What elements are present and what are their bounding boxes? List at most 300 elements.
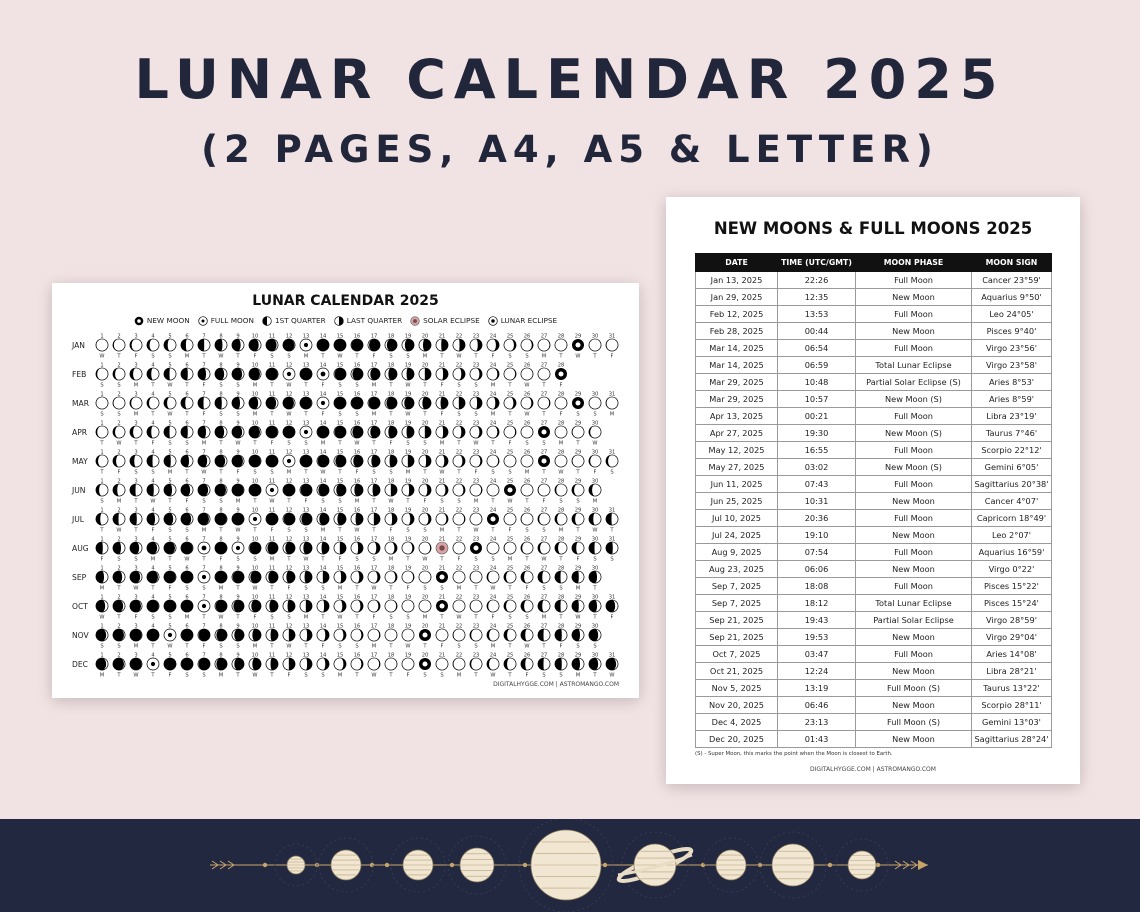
weekday-letter: W xyxy=(337,614,343,621)
day-number: 12 xyxy=(285,594,293,601)
day-number: 14 xyxy=(319,333,327,340)
weekday-letter: F xyxy=(338,556,342,563)
moon-day xyxy=(402,629,414,641)
day-number: 5 xyxy=(168,652,172,659)
weekday-letter: T xyxy=(372,527,376,534)
weekday-letter: F xyxy=(151,440,155,447)
moon-day xyxy=(215,571,227,583)
moon-day xyxy=(249,658,261,670)
day-number: 24 xyxy=(489,333,497,340)
day-number: 10 xyxy=(251,594,259,601)
table-cell: Sep 21, 2025 xyxy=(696,612,778,629)
moon-day xyxy=(283,484,295,496)
table-row xyxy=(696,306,1052,323)
moon-day xyxy=(606,455,618,467)
moon-day xyxy=(504,339,516,351)
weekday-letter: S xyxy=(440,498,444,505)
weekday-letter: S xyxy=(117,643,121,650)
weekday-letter: T xyxy=(151,672,155,679)
weekday-letter: M xyxy=(133,643,139,650)
day-number: 4 xyxy=(151,652,155,659)
day-number: 28 xyxy=(557,507,565,514)
weekday-letter: S xyxy=(457,382,461,389)
weekday-letter: S xyxy=(168,614,172,621)
table-cell: 13:53 xyxy=(778,306,856,323)
day-number: 14 xyxy=(319,594,327,601)
day-number: 3 xyxy=(134,420,138,427)
moon-day xyxy=(164,600,176,612)
table-row xyxy=(696,459,1052,476)
table-cell: Full Moon xyxy=(856,306,972,323)
weekday-letter: T xyxy=(389,672,393,679)
day-number: 23 xyxy=(472,362,480,369)
weekday-letter: S xyxy=(457,498,461,505)
moon-day xyxy=(215,542,227,554)
weekday-letter: F xyxy=(168,585,172,592)
day-number: 26 xyxy=(523,391,531,398)
table-cell: Dec 4, 2025 xyxy=(696,714,778,731)
moon-day xyxy=(334,339,346,351)
weekday-letter: M xyxy=(133,382,139,389)
day-number: 5 xyxy=(168,333,172,340)
moon-day xyxy=(215,600,227,612)
star-dot xyxy=(523,863,527,867)
day-number: 21 xyxy=(438,391,446,398)
moon-day xyxy=(572,397,584,409)
day-number: 18 xyxy=(387,362,395,369)
weekday-letter: T xyxy=(270,672,274,679)
weekday-letter: W xyxy=(252,672,258,679)
moon-day xyxy=(351,368,363,380)
moon-day xyxy=(402,339,414,351)
table-cell: Full Moon xyxy=(856,510,972,527)
table-cell: Nov 20, 2025 xyxy=(696,697,778,714)
weekday-letter: T xyxy=(423,411,427,418)
day-number: 2 xyxy=(117,362,121,369)
table-cell: 07:54 xyxy=(778,544,856,561)
day-number: 11 xyxy=(268,362,276,369)
table-row xyxy=(696,527,1052,544)
day-number: 20 xyxy=(421,362,429,369)
moon-day xyxy=(555,397,567,409)
moon-day xyxy=(402,571,414,583)
moon-day xyxy=(487,600,499,612)
table-cell: 13:19 xyxy=(778,680,856,697)
day-number: 3 xyxy=(134,391,138,398)
weekday-letter: T xyxy=(508,382,512,389)
month-label: FEB xyxy=(72,370,87,379)
table-cell: Aquarius 9°50' xyxy=(972,289,1052,306)
moon-day xyxy=(334,513,346,525)
weekday-letter: T xyxy=(355,672,359,679)
moon-day xyxy=(232,484,244,496)
weekday-letter: T xyxy=(219,527,223,534)
day-number: 13 xyxy=(302,536,310,543)
day-number: 11 xyxy=(268,507,276,514)
day-number: 8 xyxy=(219,478,223,485)
day-number: 28 xyxy=(557,420,565,427)
moon-day xyxy=(351,513,363,525)
weekday-letter: W xyxy=(116,440,122,447)
table-cell: 16:55 xyxy=(778,442,856,459)
day-number: 16 xyxy=(353,333,361,340)
day-number: 8 xyxy=(219,362,223,369)
day-number: 7 xyxy=(202,420,206,427)
moon-day xyxy=(504,368,516,380)
weekday-letter: W xyxy=(235,527,241,534)
moon-day xyxy=(232,629,244,641)
table-cell: Full Moon xyxy=(856,544,972,561)
weekday-letter: T xyxy=(593,353,597,360)
weekday-letter: W xyxy=(167,643,173,650)
day-number: 31 xyxy=(608,449,616,456)
moon-day xyxy=(453,571,465,583)
weekday-letter: M xyxy=(490,382,496,389)
moon-day xyxy=(470,542,482,554)
moon-day xyxy=(164,513,176,525)
weekday-letter: F xyxy=(559,411,563,418)
day-number: 18 xyxy=(387,333,395,340)
moon-day xyxy=(436,484,448,496)
table-cell: New Moon xyxy=(856,629,972,646)
day-number: 31 xyxy=(608,652,616,659)
weekday-letter: S xyxy=(372,469,376,476)
day-number: 11 xyxy=(268,652,276,659)
moon-day xyxy=(521,600,533,612)
day-number: 30 xyxy=(591,536,599,543)
moon-day xyxy=(487,339,499,351)
moon-day xyxy=(351,426,363,438)
day-number: 29 xyxy=(574,478,582,485)
table-cell: Partial Solar Eclipse (S) xyxy=(856,374,972,391)
table-cell: New Moon xyxy=(856,527,972,544)
day-number: 27 xyxy=(540,507,548,514)
day-number: 16 xyxy=(353,652,361,659)
weekday-letter: F xyxy=(321,382,325,389)
table-cell: New Moon xyxy=(856,731,972,748)
day-number: 15 xyxy=(336,594,344,601)
day-number: 3 xyxy=(134,478,138,485)
weekday-letter: F xyxy=(202,411,206,418)
weekday-letter: M xyxy=(422,353,428,360)
weekday-letter: T xyxy=(253,440,257,447)
day-number: 1 xyxy=(100,507,104,514)
moon-day xyxy=(164,426,176,438)
day-number: 28 xyxy=(557,449,565,456)
weekday-letter: S xyxy=(474,411,478,418)
weekday-letter: T xyxy=(219,440,223,447)
weekday-letter: T xyxy=(610,527,614,534)
day-number: 8 xyxy=(219,623,223,630)
weekday-letter: S xyxy=(236,556,240,563)
weekday-letter: S xyxy=(559,498,563,505)
moon-day xyxy=(232,542,244,554)
table-cell: Full Moon xyxy=(856,408,972,425)
weekday-letter: S xyxy=(202,585,206,592)
weekday-letter: W xyxy=(201,469,207,476)
day-number: 10 xyxy=(251,565,259,572)
day-number: 6 xyxy=(185,507,189,514)
day-number: 10 xyxy=(251,391,259,398)
weekday-letter: S xyxy=(491,469,495,476)
weekday-letter: M xyxy=(303,353,309,360)
moon-day xyxy=(453,455,465,467)
weekday-letter: W xyxy=(592,440,598,447)
month-label: JUL xyxy=(72,515,85,524)
weekday-letter: S xyxy=(406,527,410,534)
day-number: 14 xyxy=(319,391,327,398)
moon-day xyxy=(351,339,363,351)
day-number: 21 xyxy=(438,420,446,427)
day-number: 9 xyxy=(236,362,240,369)
table-row xyxy=(696,544,1052,561)
moon-day xyxy=(368,513,380,525)
planets-illustration xyxy=(0,819,1140,912)
moon-day xyxy=(113,368,125,380)
day-number: 20 xyxy=(421,333,429,340)
moon-day xyxy=(504,513,516,525)
moon-day xyxy=(487,368,499,380)
weekday-letter: F xyxy=(508,527,512,534)
weekday-letter: S xyxy=(610,469,614,476)
moon-day xyxy=(572,339,584,351)
day-number: 9 xyxy=(236,536,240,543)
day-number: 17 xyxy=(370,652,378,659)
weekday-letter: F xyxy=(542,498,546,505)
day-number: 7 xyxy=(202,362,206,369)
moon-day xyxy=(470,571,482,583)
weekday-letter: T xyxy=(423,382,427,389)
day-number: 24 xyxy=(489,623,497,630)
day-number: 16 xyxy=(353,420,361,427)
moon-day xyxy=(300,513,312,525)
weekday-letter: T xyxy=(185,643,189,650)
moon-day xyxy=(521,455,533,467)
weekday-letter: T xyxy=(423,469,427,476)
day-number: 28 xyxy=(557,391,565,398)
day-number: 15 xyxy=(336,391,344,398)
day-number: 25 xyxy=(506,536,514,543)
table-cell: 06:59 xyxy=(778,357,856,374)
day-number: 9 xyxy=(236,565,240,572)
moon-day xyxy=(147,571,159,583)
table-cell: 12:35 xyxy=(778,289,856,306)
lunar-calendar-page xyxy=(52,283,639,698)
weekday-letter: T xyxy=(440,556,444,563)
day-number: 17 xyxy=(370,420,378,427)
day-number: 11 xyxy=(268,536,276,543)
day-number: 19 xyxy=(404,478,412,485)
day-number: 22 xyxy=(455,391,463,398)
day-number: 21 xyxy=(438,594,446,601)
moon-day xyxy=(572,600,584,612)
day-number: 19 xyxy=(404,507,412,514)
moon-day xyxy=(198,426,210,438)
day-number: 2 xyxy=(117,507,121,514)
weekday-letter: S xyxy=(559,672,563,679)
moon-day xyxy=(215,629,227,641)
moon-day xyxy=(521,513,533,525)
weekday-letter: S xyxy=(321,672,325,679)
day-number: 9 xyxy=(236,507,240,514)
moon-day xyxy=(470,513,482,525)
day-number: 27 xyxy=(540,536,548,543)
weekday-letter: F xyxy=(287,585,291,592)
day-number: 3 xyxy=(134,449,138,456)
day-number: 8 xyxy=(219,391,223,398)
day-number: 11 xyxy=(268,449,276,456)
moon-day xyxy=(147,397,159,409)
moon-day xyxy=(538,513,550,525)
day-number: 9 xyxy=(236,420,240,427)
table-cell: Full Moon xyxy=(856,340,972,357)
day-number: 2 xyxy=(117,449,121,456)
moon-day xyxy=(96,484,108,496)
day-number: 6 xyxy=(185,333,189,340)
moon-day xyxy=(521,629,533,641)
weekday-letter: F xyxy=(134,353,138,360)
day-number: 14 xyxy=(319,362,327,369)
day-number: 15 xyxy=(336,536,344,543)
weekday-letter: S xyxy=(236,411,240,418)
moon-table-title: NEW MOONS & FULL MOONS 2025 xyxy=(713,219,1033,238)
table-cell: Gemini 13°03' xyxy=(972,714,1052,731)
day-number: 1 xyxy=(100,333,104,340)
weekday-letter: T xyxy=(491,527,495,534)
table-cell: Dec 20, 2025 xyxy=(696,731,778,748)
weekday-letter: T xyxy=(304,643,308,650)
table-cell: 19:53 xyxy=(778,629,856,646)
moon-day xyxy=(198,397,210,409)
table-cell: 18:12 xyxy=(778,595,856,612)
weekday-letter: S xyxy=(219,643,223,650)
moon-day xyxy=(504,426,516,438)
moon-day xyxy=(300,658,312,670)
day-number: 20 xyxy=(421,507,429,514)
day-number: 15 xyxy=(336,652,344,659)
weekday-letter: S xyxy=(236,382,240,389)
moon-day xyxy=(521,484,533,496)
day-number: 30 xyxy=(591,391,599,398)
moon-day xyxy=(487,455,499,467)
moon-day xyxy=(538,571,550,583)
day-number: 16 xyxy=(353,391,361,398)
day-number: 25 xyxy=(506,623,514,630)
weekday-letter: T xyxy=(236,614,240,621)
weekday-letter: S xyxy=(576,411,580,418)
day-number: 24 xyxy=(489,362,497,369)
moon-day xyxy=(113,658,125,670)
moon-day xyxy=(487,513,499,525)
day-number: 29 xyxy=(574,565,582,572)
moon-day xyxy=(470,339,482,351)
moon-day xyxy=(130,484,142,496)
weekday-letter: W xyxy=(541,556,547,563)
day-number: 29 xyxy=(574,623,582,630)
weekday-letter: S xyxy=(338,498,342,505)
moon-day xyxy=(385,397,397,409)
moon-day xyxy=(453,600,465,612)
moon-day xyxy=(317,339,329,351)
weekday-letter: W xyxy=(218,614,224,621)
weekday-letter: T xyxy=(423,643,427,650)
day-number: 14 xyxy=(319,536,327,543)
moon-day xyxy=(436,368,448,380)
weekday-letter: S xyxy=(355,382,359,389)
day-number: 22 xyxy=(455,420,463,427)
day-number: 19 xyxy=(404,420,412,427)
weekday-letter: F xyxy=(372,353,376,360)
day-number: 16 xyxy=(353,623,361,630)
weekday-letter: T xyxy=(236,353,240,360)
moon-day xyxy=(351,542,363,554)
weekday-letter: T xyxy=(253,498,257,505)
moon-day xyxy=(402,455,414,467)
day-number: 19 xyxy=(404,362,412,369)
weekday-letter: S xyxy=(355,411,359,418)
moon-day xyxy=(249,600,261,612)
day-number: 20 xyxy=(421,420,429,427)
weekday-letter: T xyxy=(525,498,529,505)
day-number: 2 xyxy=(117,565,121,572)
weekday-letter: M xyxy=(490,643,496,650)
moon-day xyxy=(266,455,278,467)
day-number: 24 xyxy=(489,565,497,572)
weekday-letter: T xyxy=(508,411,512,418)
weekday-letter: S xyxy=(406,614,410,621)
day-number: 7 xyxy=(202,594,206,601)
weekday-letter: S xyxy=(117,411,121,418)
table-cell: Jun 25, 2025 xyxy=(696,493,778,510)
day-number: 30 xyxy=(591,623,599,630)
moon-day xyxy=(198,368,210,380)
table-cell: Pisces 15°24' xyxy=(972,595,1052,612)
day-number: 15 xyxy=(336,333,344,340)
weekday-letter: S xyxy=(542,672,546,679)
weekday-letter: W xyxy=(490,672,496,679)
moon-day xyxy=(402,397,414,409)
day-number: 19 xyxy=(404,536,412,543)
table-cell: May 27, 2025 xyxy=(696,459,778,476)
moon-day xyxy=(181,600,193,612)
day-number: 24 xyxy=(489,536,497,543)
moon-day xyxy=(130,658,142,670)
moon-day xyxy=(215,513,227,525)
moon-day xyxy=(96,339,108,351)
weekday-letter: S xyxy=(525,440,529,447)
moon-day xyxy=(368,484,380,496)
weekday-letter: W xyxy=(439,469,445,476)
weekday-letter: T xyxy=(457,440,461,447)
day-number: 12 xyxy=(285,420,293,427)
table-cell: Full Moon xyxy=(856,578,972,595)
day-number: 14 xyxy=(319,478,327,485)
day-number: 12 xyxy=(285,623,293,630)
table-row xyxy=(696,697,1052,714)
moon-day xyxy=(555,600,567,612)
weekday-letter: M xyxy=(456,672,462,679)
day-number: 6 xyxy=(185,652,189,659)
moon-day xyxy=(521,368,533,380)
table-row xyxy=(696,663,1052,680)
month-label: SEP xyxy=(72,573,87,582)
moon-day xyxy=(249,368,261,380)
day-number: 12 xyxy=(285,536,293,543)
column-header: TIME (UTC/GMT) xyxy=(778,254,856,272)
table-cell: Jan 13, 2025 xyxy=(696,272,778,289)
day-number: 4 xyxy=(151,536,155,543)
moon-day xyxy=(300,455,312,467)
